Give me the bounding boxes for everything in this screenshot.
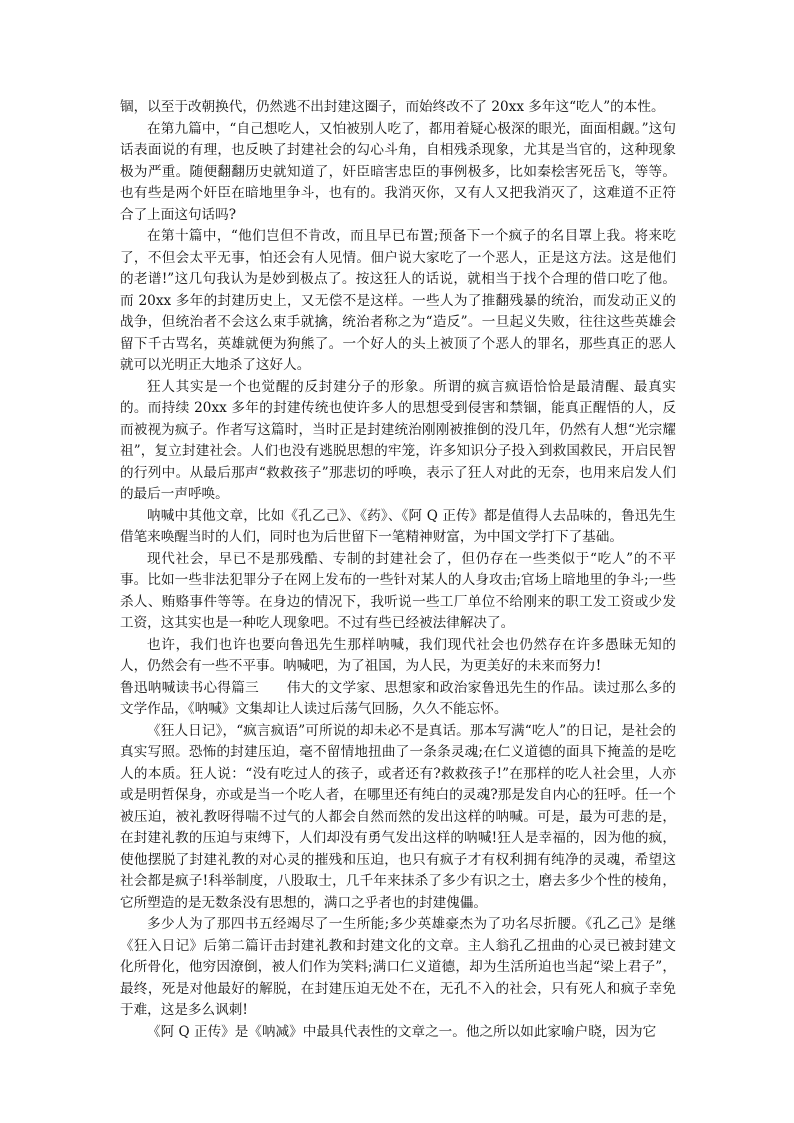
paragraph-1: 锢，以至于改朝换代，仍然逃不出封建这圈子，而始终改不了 20xx 多年这“吃人”的本性。 [120,99,665,115]
section-heading-paragraph: 鲁迅呐喊读书心得篇三 伟大的文学家、思想家和政治家鲁迅先生的作品。读过那么多的文学作品，《呐喊》文集却让人读过后荡气回肠，久久不能忘怀。 [120,679,676,717]
paragraph-10: 多少人为了那四书五经竭尽了一生所能;多少英雄豪杰为了功名尽折腰。《孔乙己》是继《狂入日记》后第二篇讦击封建礼教和封建文化的文章。主人翁孔乙扭曲的心灵已被封建文化所骨化，他穷因潦倒，被人们作为笑料;满口仁义道德，却为生活所迫也当起“梁上君子”，最终，死是对他最好的解脱，在封建压迫无处不在，无孔不入的社会，只有死人和疯子幸免于难，这是多么讽刺! [120,916,676,1018]
paragraph-6: 现代社会，早已不是那残酷、专制的封建社会了，但仍存在一些类似于“吃人”的不平事。比如一些非法犯罪分子在网上发布的一些针对某人的人身攻击;官场上暗地里的争斗;一些杀人、贿赂事件等等。在身边的情况下，我听说一些工厂单位不给刚来的职工发工资或少发工资，这其实也是一种吃人现象吧。不过有些已经被法律解决了。 [120,550,676,631]
paragraph-4: 狂人其实是一个也觉醒的反封建分子的形象。所谓的疯言疯语恰恰是最清醒、最真实的。而持续 20xx 多年的封建传统也使许多人的思想受到侵害和禁锢，能真正醒悟的人，反而被视为疯子。作者写这篇时，当时正是封建统治刚刚被推倒的没几年，仍然有人想“光宗耀祖”，复立封建社会。人们也没有逃脱思想的牢笼，许多知识分子投入到救国救民，开启民智的行列中。从最后那声“救救孩子”那悲切的呼唤，表示了狂人对此的无奈，也用来启发人们的最后一声呼唤。 [120,378,676,502]
paragraph-5: 呐喊中其他文章，比如《孔乙己》、《药》、《阿 Q 正传》都是值得人去品味的，鲁迅先生借笔来唤醒当时的人们，同时也为后世留下一笔精神财富，为中国文学打下了基础。 [120,507,676,545]
paragraph-2: 在第九篇中，“自己想吃人，又怕被别人吃了，都用着疑心极深的眼光，面面相觑。”这句话表面说的有理，也反映了封建社会的勾心斗角，自相残杀现象，尤其是当官的，这种现象极为严重。随便翻翻历史就知道了，奸臣暗害忠臣的事例极多，比如秦桧害死岳飞，等等。也有些是两个奸臣在暗地里争斗，也有的。我消灭你，又有人又把我消灭了，这难道不正符合了上面这句话吗? [120,120,676,223]
paragraph-7: 也许，我们也许也要向鲁迅先生那样呐喊，我们现代社会也仍然存在许多愚昧无知的人，仍然会有一些不平事。呐喊吧，为了祖国，为人民，为更美好的未来而努力! [120,636,676,674]
paragraph-9: 《狂人日记》，“疯言疯语”可所说的却未必不是真话。那本写满“吃人”的日记，是社会的真实写照。恐怖的封建压迫，毫不留情地扭曲了一条条灵魂;在仁义道德的面具下掩盖的是吃人的本质。狂人说：“没有吃过人的孩子，或者还有?救救孩子!”在那样的吃人社会里，人亦或是明哲保身，亦或是当一个吃人者，在哪里还有纯白的灵魂?那是发自内心的狂呼。任一个被压迫，被礼教呀得喘不过气的人都会自然而然的发出这样的呐喊。可是，最为可悲的是，在封建礼教的压迫与束缚下，人们却没有勇气发出这样的呐喊!狂人是幸福的，因为他的疯，使他摆脱了封建礼教的对心灵的摧残和压迫，也只有疯子才有权利拥有纯净的灵魂，希望这社会都是疯子!科举制度，八股取士，几千年来抹杀了多少有识之士，磨去多少个性的棱角，它所塑造的是无数条没有思想的，满口之乎者也的封建傀儡。 [120,722,676,911]
paragraph-3: 在第十篇中，“他们岂但不肯改，而且早已布置;预备下一个疯子的名目罩上我。将来吃了，不但会太平无事，怕还会有人见情。佃户说大家吃了一个恶人，正是这方法。这是他们的老谱!”这几句我认为是妙到极点了。按这狂人的话说，就相当于找个合理的借口吃了他。而 20xx 多年的封建历史上，又无偿不是这样。一些人为了推翻残暴的统治，而发动正义的战争，但统治者不会这么束手就擒，统治者称之为“造反”。一旦起义失败，往往这些英雄会留下千古骂名，英雄就便为狗熊了。一个好人的头上被顶了个恶人的罪名，那些真正的恶人就可以光明正大地杀了这好人。 [120,228,676,373]
document-page [120,97,676,1043]
paragraph-11: 《阿 Q 正传》是《呐减》中最具代表性的文章之一。他之所以如此家喻户晓，因为它 [147,1023,657,1040]
